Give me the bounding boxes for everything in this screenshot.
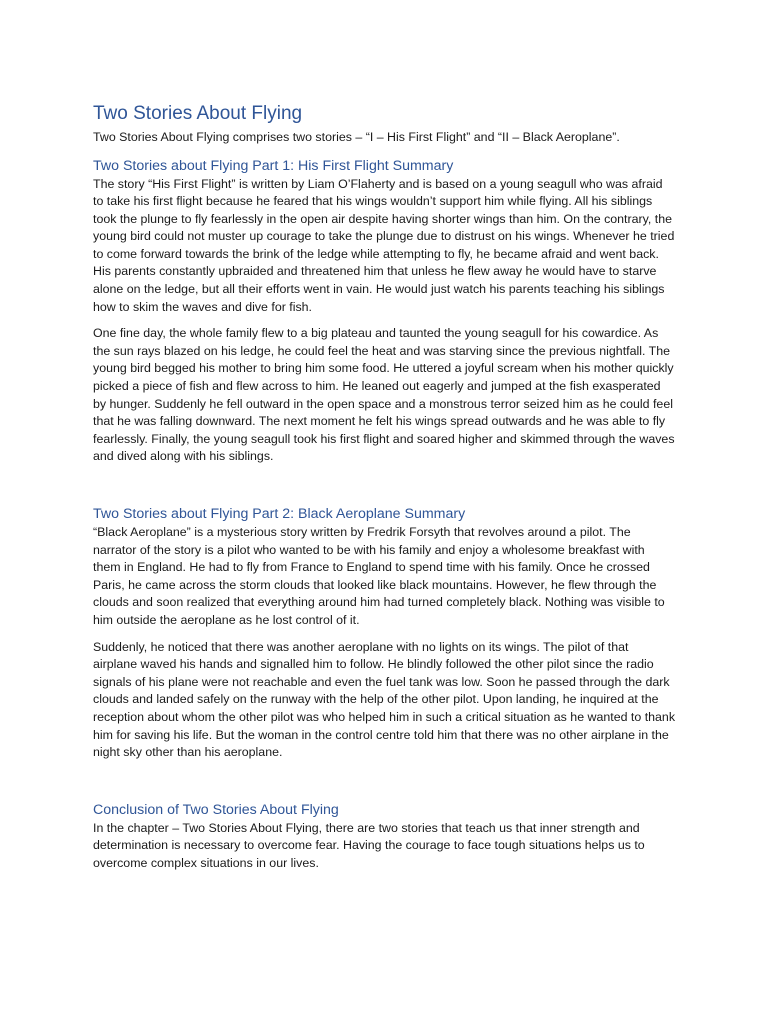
section-heading-part-1: Two Stories about Flying Part 1: His First Flight Summary — [93, 157, 454, 174]
body-paragraph: In the chapter – Two Stories About Flying, there are two stories that teach us that inner strength and determination is necessary to overcome fear. Having the courage to face tough situations helps us to overcome complex situations in our lives. — [93, 820, 645, 870]
section-spacer — [93, 475, 675, 505]
section-heading-part-2: Two Stories about Flying Part 2: Black Aeroplane Summary — [93, 506, 466, 522]
document-title: Two Stories About Flying — [93, 103, 303, 124]
section-part-2 — [93, 505, 675, 762]
section-part-1 — [93, 157, 675, 467]
document-body — [93, 102, 675, 882]
body-paragraph: The story “His First Flight” is written by Liam O’Flaherty and is based on a young seagull who was afraid to take his first flight because he feared that his wings wouldn’t support him while flying. All his siblings took the plunge to fly fearlessly in the open air despite having shorter wings than him. On the contrary, the young bird could not muster up courage to take the plunge due to distrust on his wings. Whenever he tried to come forward towards the brink of the ledge while attempting to fly, he became afraid and went back. His parents constantly upbraided and threatened him that unless he flew away he would have to starve alone on the ledge, but all their efforts went in vain. He would just watch his parents teaching his siblings how to skim the waves and dive for fish. — [93, 176, 675, 314]
intro-paragraph: Two Stories About Flying comprises two stories – “I – His First Flight” and “II – Black Aeroplane”. — [93, 130, 620, 144]
section-conclusion — [93, 801, 675, 873]
section-heading-conclusion: Conclusion of Two Stories About Flying — [93, 801, 339, 818]
body-paragraph: Suddenly, he noticed that there was another aeroplane with no lights on its wings. The pilot of that airplane waved his hands and signalled him to follow. He blindly followed the other pilot since the radio signals of his plane were not reachable and even the fuel tank was low. Soon he passed through the dark clouds and landed safely on the runway with the help of the other pilot. Upon landing, he inquired at the reception about whom the other pilot was who helped him in such a critical situation as he wanted to thank him for saving his life. But the woman in the control centre told him that there was no other airplane in the night sky other than his aeroplane. — [93, 639, 676, 760]
section-spacer — [93, 771, 675, 801]
body-paragraph: “Black Aeroplane” is a mysterious story written by Fredrik Forsyth that revolves around a pilot. The narrator of the story is a pilot who wanted to be with his family and enjoy a wholesome breakfast with them in England. He had to fly from France to England to spend time with his family. Once he crossed Paris, he came across the storm clouds that looked like black mountains. However, he flew through the clouds and soon realized that everything around him had turned completely black. Nothing was visible to him outside the aeroplane as he lost control of it. — [93, 525, 665, 627]
body-paragraph: One fine day, the whole family flew to a big plateau and taunted the young seagull for his cowardice. As the sun rays blazed on his ledge, he could feel the heat and was starving since the previous nightfall. The young bird begged his mother to bring him some food. He uttered a joyful scream when his mother quickly picked a piece of fish and flew across to him. He leaned out eagerly and jumped at the fish exasperated by hunger. Suddenly he fell outward in the open space and a monstrous terror seized him as he could feel that he was falling downward. The next moment he felt his wings spread outwards and he was able to fly fearlessly. Finally, the young seagull took his first flight and soared higher and skimmed through the waves and dived along with his siblings. — [93, 326, 675, 464]
